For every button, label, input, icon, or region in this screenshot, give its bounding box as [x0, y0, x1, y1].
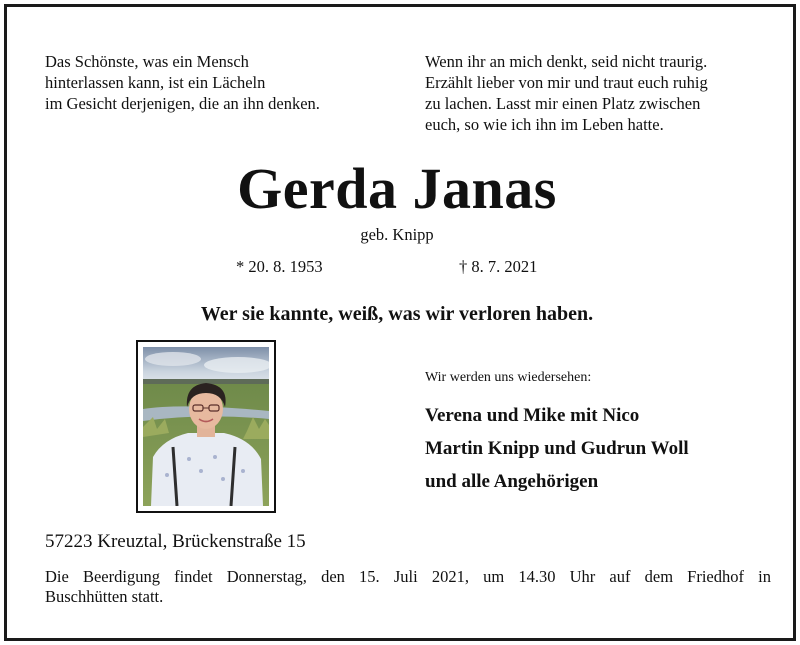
mourner-line: Martin Knipp und Gudrun Woll — [425, 438, 689, 459]
deceased-name: Gerda Janas — [237, 156, 557, 221]
farewell-intro: Wir werden uns wiedersehen: — [425, 370, 592, 385]
poem-left-line: hinterlassen kann, ist ein Lächeln — [45, 73, 266, 92]
poem-right — [425, 51, 765, 135]
portrait-photo — [136, 340, 276, 513]
poem-right-line: zu lachen. Lasst mir einen Platz zwischen — [425, 94, 701, 113]
mourner-line: und alle Angehörigen — [425, 471, 599, 492]
mourner-line: Verena und Mike mit Nico — [425, 405, 640, 426]
poem-left-line: im Gesicht derjenigen, die an ihn denken. — [45, 94, 320, 113]
mourners-list — [425, 399, 689, 498]
poem-right-line: Erzählt lieber von mir und traut euch ruhig — [425, 73, 708, 92]
address: 57223 Kreuztal, Brückenstraße 15 — [45, 531, 306, 552]
obituary-card — [4, 4, 796, 641]
portrait-image — [143, 347, 269, 506]
funeral-notice-line: Buschhütten statt. — [45, 587, 164, 606]
funeral-notice-line: Die Beerdigung findet Donnerstag, den 15. Juli 2021, um 14.30 Uhr auf dem Friedhof in — [45, 567, 771, 586]
maiden-name: geb. Knipp — [360, 225, 434, 244]
poem-right-line: euch, so wie ich ihn im Leben hatte. — [425, 115, 664, 134]
blouse — [151, 433, 263, 506]
poem-right-line: Wenn ihr an mich denkt, seid nicht traurig. — [425, 52, 708, 71]
motto: Wer sie kannte, weiß, was wir verloren haben. — [200, 303, 594, 325]
poem-left-line: Das Schönste, was ein Mensch — [45, 52, 249, 71]
death-date: † 8. 7. 2021 — [459, 257, 538, 276]
birth-date: * 20. 8. 1953 — [236, 257, 323, 276]
poem-left — [45, 51, 385, 114]
funeral-notice — [45, 567, 771, 607]
